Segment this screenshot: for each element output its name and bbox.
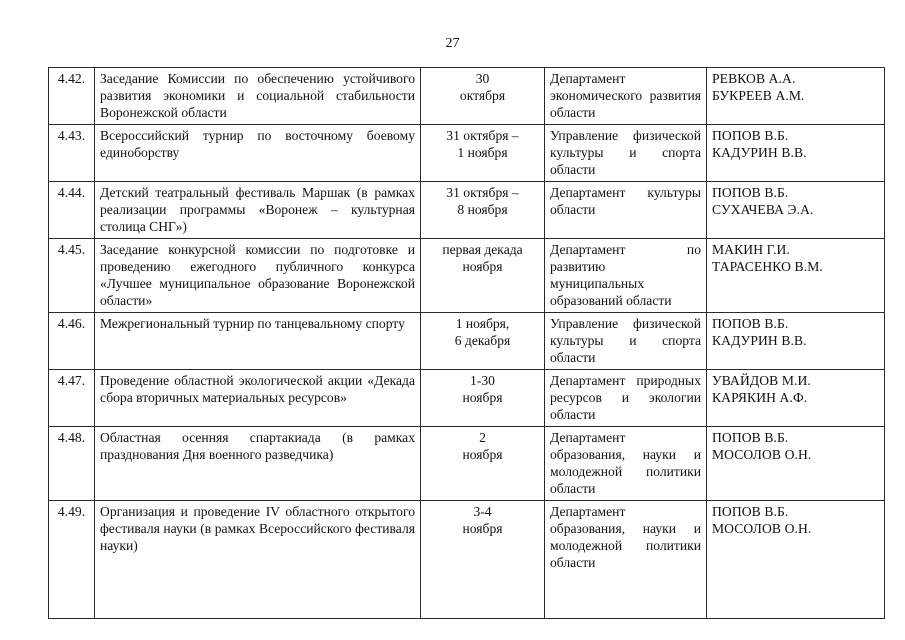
responsible-person: КАДУРИН В.В. xyxy=(712,333,807,348)
event-date-text: 2 ноября xyxy=(462,430,503,462)
table-row xyxy=(49,427,885,501)
responsible-department: Департамент культуры области xyxy=(545,182,707,239)
responsible-department: Управление физической культуры и спорта области xyxy=(545,125,707,182)
responsible-person: УВАЙДОВ М.И. xyxy=(712,373,811,388)
event-date-text: 3-4 ноября xyxy=(462,504,503,536)
responsible-persons xyxy=(707,427,885,501)
responsible-department: Департамент по развитию муниципальных образований области xyxy=(545,239,707,313)
row-number: 4.49. xyxy=(49,501,95,619)
row-number: 4.45. xyxy=(49,239,95,313)
event-name: Заседание конкурсной комиссии по подготовке и проведению ежегодного публичного конкурса «Лучшее муниципальное образование Воронежской области» xyxy=(95,239,421,313)
event-name: Организация и проведение IV областного открытого фестиваля науки (в рамках Всероссийского фестиваля науки) xyxy=(95,501,421,619)
row-number: 4.44. xyxy=(49,182,95,239)
event-name: Областная осенняя спартакиада (в рамках празднования Дня военного разведчика) xyxy=(95,427,421,501)
table-row xyxy=(49,313,885,370)
row-number: 4.42. xyxy=(49,68,95,125)
responsible-department: Департамент природных ресурсов и экологии области xyxy=(545,370,707,427)
table-row xyxy=(49,182,885,239)
event-date xyxy=(421,501,545,619)
responsible-person: СУХАЧЕВА Э.А. xyxy=(712,202,814,217)
responsible-person: ПОПОВ В.Б. xyxy=(712,504,789,519)
responsible-person: ПОПОВ В.Б. xyxy=(712,185,789,200)
responsible-department: Департамент образования, науки и молодежной политики области xyxy=(545,501,707,619)
responsible-persons xyxy=(707,182,885,239)
responsible-person: МАКИН Г.И. xyxy=(712,242,790,257)
responsible-person: РЕВКОВ А.А. xyxy=(712,71,796,86)
event-date-text: 31 октября – 8 ноября xyxy=(446,185,519,217)
responsible-person: КАДУРИН В.В. xyxy=(712,145,807,160)
responsible-person: ТАРАСЕНКО В.М. xyxy=(712,259,823,274)
responsible-persons xyxy=(707,313,885,370)
responsible-person: МОСОЛОВ О.Н. xyxy=(712,521,812,536)
event-name: Проведение областной экологической акции «Декада сбора вторичных материальных ресурсов» xyxy=(95,370,421,427)
responsible-department: Департамент образования, науки и молодежной политики области xyxy=(545,427,707,501)
event-name: Межрегиональный турнир по танцевальному спорту xyxy=(95,313,421,370)
responsible-persons xyxy=(707,68,885,125)
table-row xyxy=(49,68,885,125)
page-number: 27 xyxy=(445,36,460,51)
responsible-person: БУКРЕЕВ А.М. xyxy=(712,88,805,103)
event-date xyxy=(421,313,545,370)
event-date-text: 1 ноября, 6 декабря xyxy=(454,316,511,348)
table-row xyxy=(49,501,885,619)
events-table xyxy=(48,67,885,619)
event-date xyxy=(421,239,545,313)
row-number: 4.47. xyxy=(49,370,95,427)
responsible-department: Управление физической культуры и спорта области xyxy=(545,313,707,370)
event-date xyxy=(421,68,545,125)
responsible-person: КАРЯКИН А.Ф. xyxy=(712,390,808,405)
responsible-person: ПОПОВ В.Б. xyxy=(712,430,789,445)
row-number: 4.48. xyxy=(49,427,95,501)
responsible-person: ПОПОВ В.Б. xyxy=(712,128,789,143)
responsible-persons xyxy=(707,370,885,427)
responsible-persons xyxy=(707,125,885,182)
row-number: 4.43. xyxy=(49,125,95,182)
event-date xyxy=(421,427,545,501)
event-date xyxy=(421,370,545,427)
event-date xyxy=(421,125,545,182)
event-date-text: 31 октября – 1 ноября xyxy=(446,128,519,160)
responsible-persons xyxy=(707,501,885,619)
table-row xyxy=(49,239,885,313)
responsible-person: ПОПОВ В.Б. xyxy=(712,316,789,331)
responsible-department: Департамент экономического развития области xyxy=(545,68,707,125)
responsible-person: МОСОЛОВ О.Н. xyxy=(712,447,812,462)
responsible-persons xyxy=(707,239,885,313)
event-date-text: 30 октября xyxy=(459,71,506,103)
event-date-text: 1-30 ноября xyxy=(462,373,503,405)
table-row xyxy=(49,370,885,427)
event-date-text: первая декада ноября xyxy=(442,242,523,274)
event-date xyxy=(421,182,545,239)
row-number: 4.46. xyxy=(49,313,95,370)
event-name: Заседание Комиссии по обеспечению устойчивого развития экономики и социальной стабильности Воронежской области xyxy=(95,68,421,125)
event-name: Детский театральный фестиваль Маршак (в рамках реализации программы «Воронеж – культурная столица СНГ») xyxy=(95,182,421,239)
event-name: Всероссийский турнир по восточному боевому единоборству xyxy=(95,125,421,182)
table-row xyxy=(49,125,885,182)
